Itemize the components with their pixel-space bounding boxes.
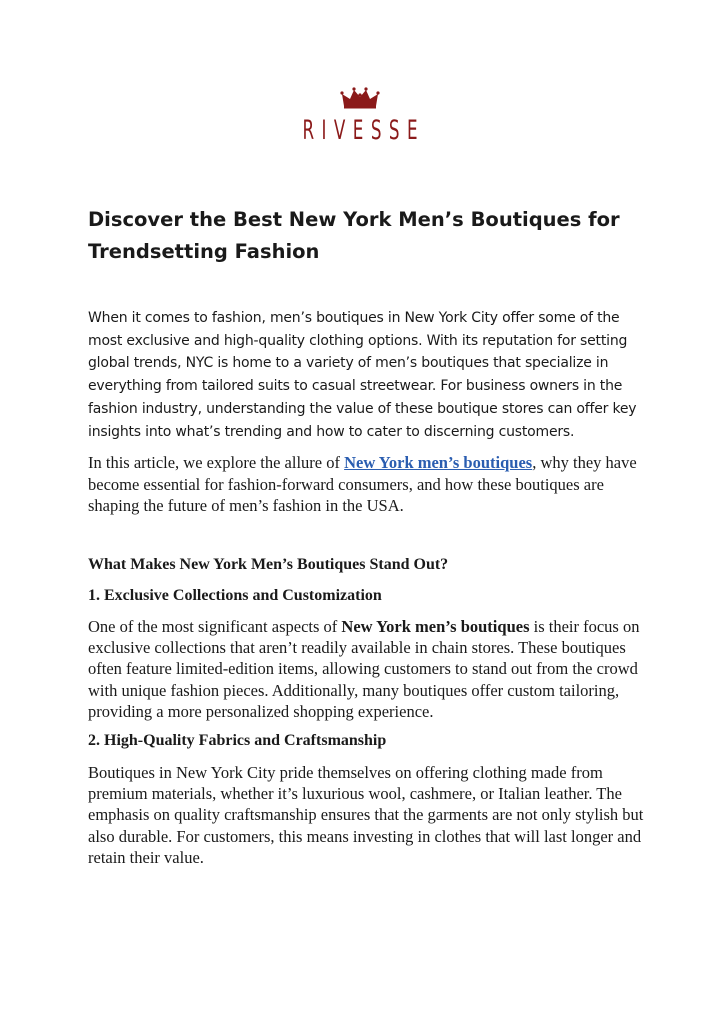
article-text-after: , why they have become essential for fashion-forward consumers, and how these boutiques are shaping the future of men’s fashion in the USA. [88,453,637,515]
subsection-body-2: Boutiques in New York City pride themselves on offering clothing made from premium materials, whether it’s luxurious wool, cashmere, or Italian leather. The emphasis on quality craftsmanship ensures that the garments are not only stylish but also durable. For customers, this means investing in clothes that will last longer and retain their value. [88,763,644,867]
subsection-heading-1: 1. Exclusive Collections and Customization [88,587,382,604]
boutiques-link[interactable]: New York men’s boutiques [344,453,533,472]
page-title: Discover the Best New York Men’s Boutiques for Trendsetting Fashion [88,208,620,263]
article-text-before: In this article, we explore the allure of [88,453,345,472]
brand-wordmark: RIVESSE [302,115,425,146]
section-heading: What Makes New York Men’s Boutiques Stand Out? [88,556,449,573]
crown-icon [340,86,380,110]
subsection-heading-2: 2. High-Quality Fabrics and Craftsmanship [88,732,387,749]
intro-paragraph: When it comes to fashion, men’s boutiques in New York City offer some of the most exclusive and high-quality clothing options. With its reputation for setting global trends, NYC is home to a variety of men’s boutiques that specialize in everything from tailored suits to casual streetwear. For business owners in the fashion industry, understanding the value of these boutique stores can offer key insights into what’s trending and how to cater to discerning customers. [88,310,637,440]
subsection-body-1 [88,616,648,722]
article-paragraph [88,452,648,517]
brand-logo [0,86,720,148]
body-1-after: is their focus on exclusive collections that aren’t readily available in chain stores. These boutiques often feature limited-edition items, allowing customers to stand out from the crowd with unique fashion pieces. Additionally, many boutiques offer custom tailoring, providing a more personalized shopping experience. [88,617,640,721]
body-1-bold: New York men’s boutiques [341,617,530,636]
body-1-before: One of the most significant aspects of [88,617,342,636]
